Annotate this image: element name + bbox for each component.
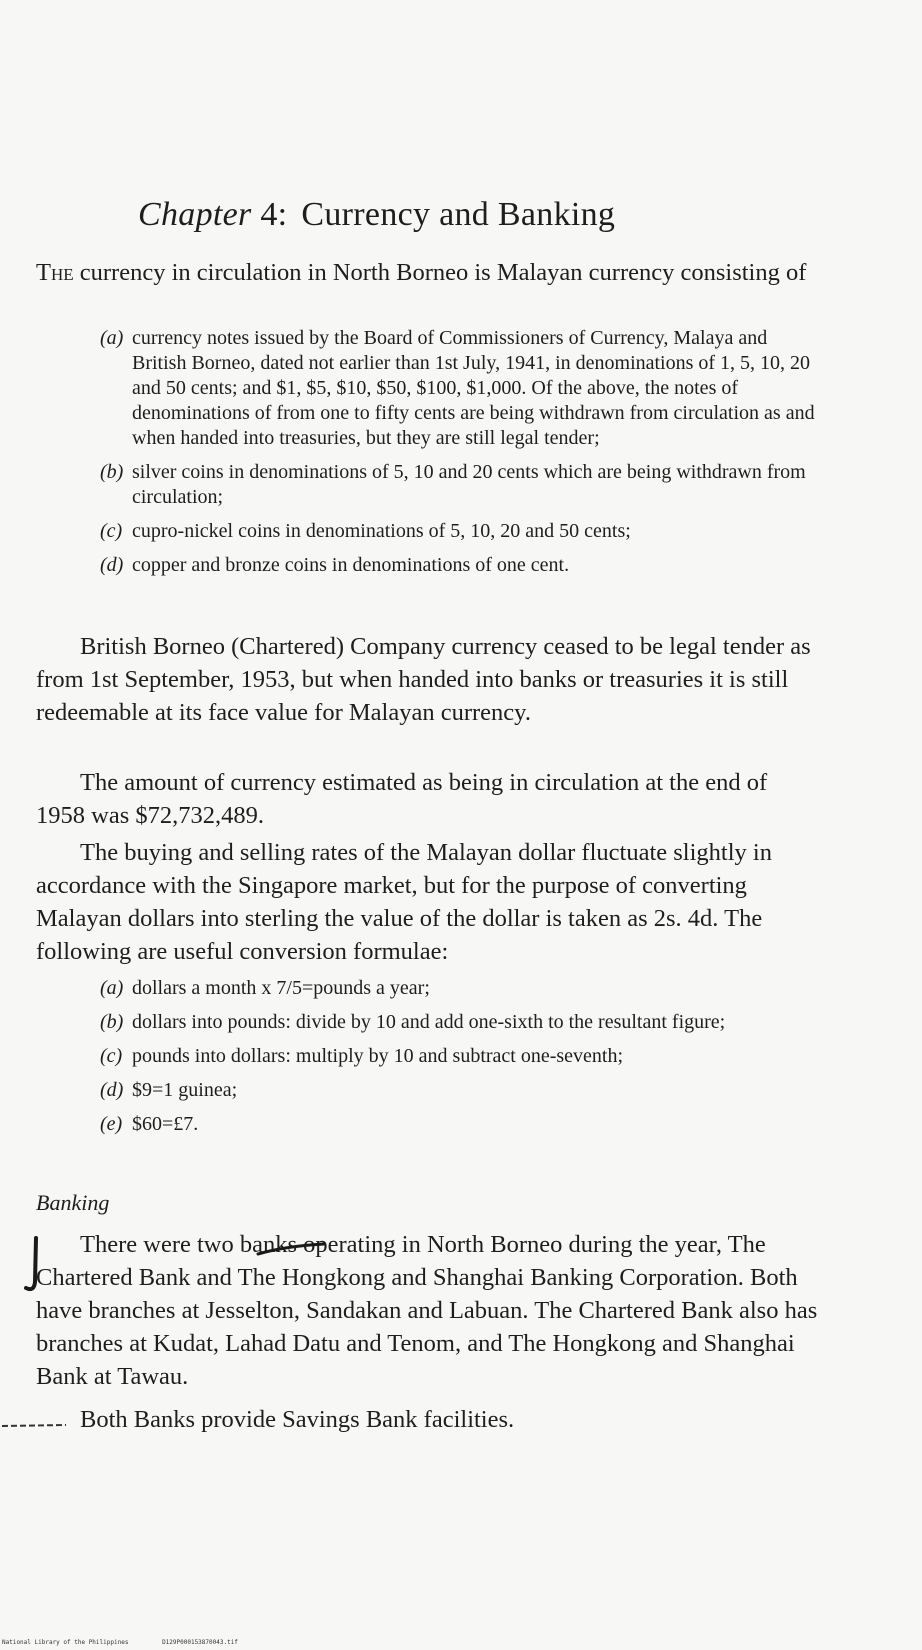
banking-heading: Banking bbox=[36, 1190, 110, 1215]
list-item bbox=[100, 976, 822, 1001]
chartered-paragraph: British Borneo (Chartered) Company currency ceased to be legal tender as from 1st September, 1953, but when handed into banks or treasuries it is still redeemable at its face value for Malayan currency. bbox=[36, 633, 811, 726]
list-text: $60=£7. bbox=[132, 1113, 199, 1135]
list-text: currency notes issued by the Board of Commissioners of Currency, Malaya and British Borneo, dated not earlier than 1st July, 1941, in denominations of 1, 5, 10, 20 and 50 cents; and $1, $5, $10, $50, $100, $1,000. Of the above, the notes of denominations of from one to fifty cents are being withdrawn from circulation as and when handed into treasuries, but they are still legal tender; bbox=[132, 327, 815, 449]
list-marker: (d) bbox=[100, 1079, 124, 1101]
list-marker: (b) bbox=[100, 1011, 124, 1033]
chapter-heading: Currency and Banking bbox=[301, 196, 616, 233]
list-marker: (e) bbox=[100, 1113, 123, 1135]
list-item bbox=[100, 553, 822, 578]
list-text: cupro-nickel coins in denominations of 5, 10, 20 and 50 cents; bbox=[132, 520, 631, 542]
list-item bbox=[100, 460, 822, 510]
list-text: pounds into dollars: multiply by 10 and subtract one-seventh; bbox=[132, 1045, 624, 1067]
scan-footer bbox=[2, 1639, 238, 1646]
banking-paragraph: There were two banks operating in North Borneo during the year, The Chartered Bank and The Hongkong and Shanghai Banking Corporation. Both have branches at Jesselton, Sandakan and Labuan. The Chartered Bank also has branches at Kudat, Lahad Datu and Tenom, and The Hongkong and Shanghai Bank at Tawau. bbox=[36, 1231, 818, 1390]
intro-paragraph bbox=[36, 256, 822, 289]
list-text: copper and bronze coins in denominations of one cent. bbox=[132, 554, 570, 576]
chapter-number: 4: bbox=[260, 196, 288, 233]
list-marker: (c) bbox=[100, 1045, 123, 1067]
handwritten-mark-icon bbox=[22, 1236, 44, 1294]
file-name: D129P000153870043.tif bbox=[162, 1639, 238, 1646]
list-marker: (a) bbox=[100, 327, 124, 349]
list-marker: (d) bbox=[100, 554, 124, 576]
formulae-list bbox=[100, 976, 822, 1146]
handwritten-underline-icon bbox=[256, 1240, 328, 1262]
list-text: $9=1 guinea; bbox=[132, 1079, 238, 1101]
list-item bbox=[100, 1010, 822, 1035]
list-item bbox=[100, 519, 822, 544]
currency-list bbox=[100, 326, 822, 587]
library-credit: National Library of the Philippines bbox=[2, 1639, 129, 1646]
list-item bbox=[100, 326, 822, 451]
list-marker: (c) bbox=[100, 520, 123, 542]
handwritten-dash-icon bbox=[0, 1422, 70, 1430]
list-marker: (a) bbox=[100, 977, 124, 999]
list-item bbox=[100, 1044, 822, 1069]
chapter-title bbox=[138, 196, 615, 234]
amount-paragraph: The amount of currency estimated as being in circulation at the end of 1958 was $72,732,489. bbox=[36, 769, 768, 829]
list-text: dollars into pounds: divide by 10 and add one-sixth to the resultant figure; bbox=[132, 1011, 726, 1033]
intro-lead: The bbox=[36, 259, 74, 286]
rates-paragraph: The buying and selling rates of the Malayan dollar fluctuate slightly in accordance with the Singapore market, but for the purpose of converting Malayan dollars into sterling the value of the dollar is taken as 2s. 4d. The following are useful conversion formulae: bbox=[36, 839, 772, 965]
list-marker: (b) bbox=[100, 461, 124, 483]
list-text: silver coins in denominations of 5, 10 and 20 cents which are being withdrawn from circulation; bbox=[132, 461, 806, 508]
chapter-label: Chapter bbox=[138, 196, 252, 233]
list-text: dollars a month x 7/5=pounds a year; bbox=[132, 977, 430, 999]
savings-paragraph: Both Banks provide Savings Bank facilities. bbox=[80, 1406, 515, 1433]
intro-text: currency in circulation in North Borneo is Malayan currency consisting of bbox=[73, 259, 807, 286]
list-item bbox=[100, 1078, 822, 1103]
list-item bbox=[100, 1112, 822, 1137]
